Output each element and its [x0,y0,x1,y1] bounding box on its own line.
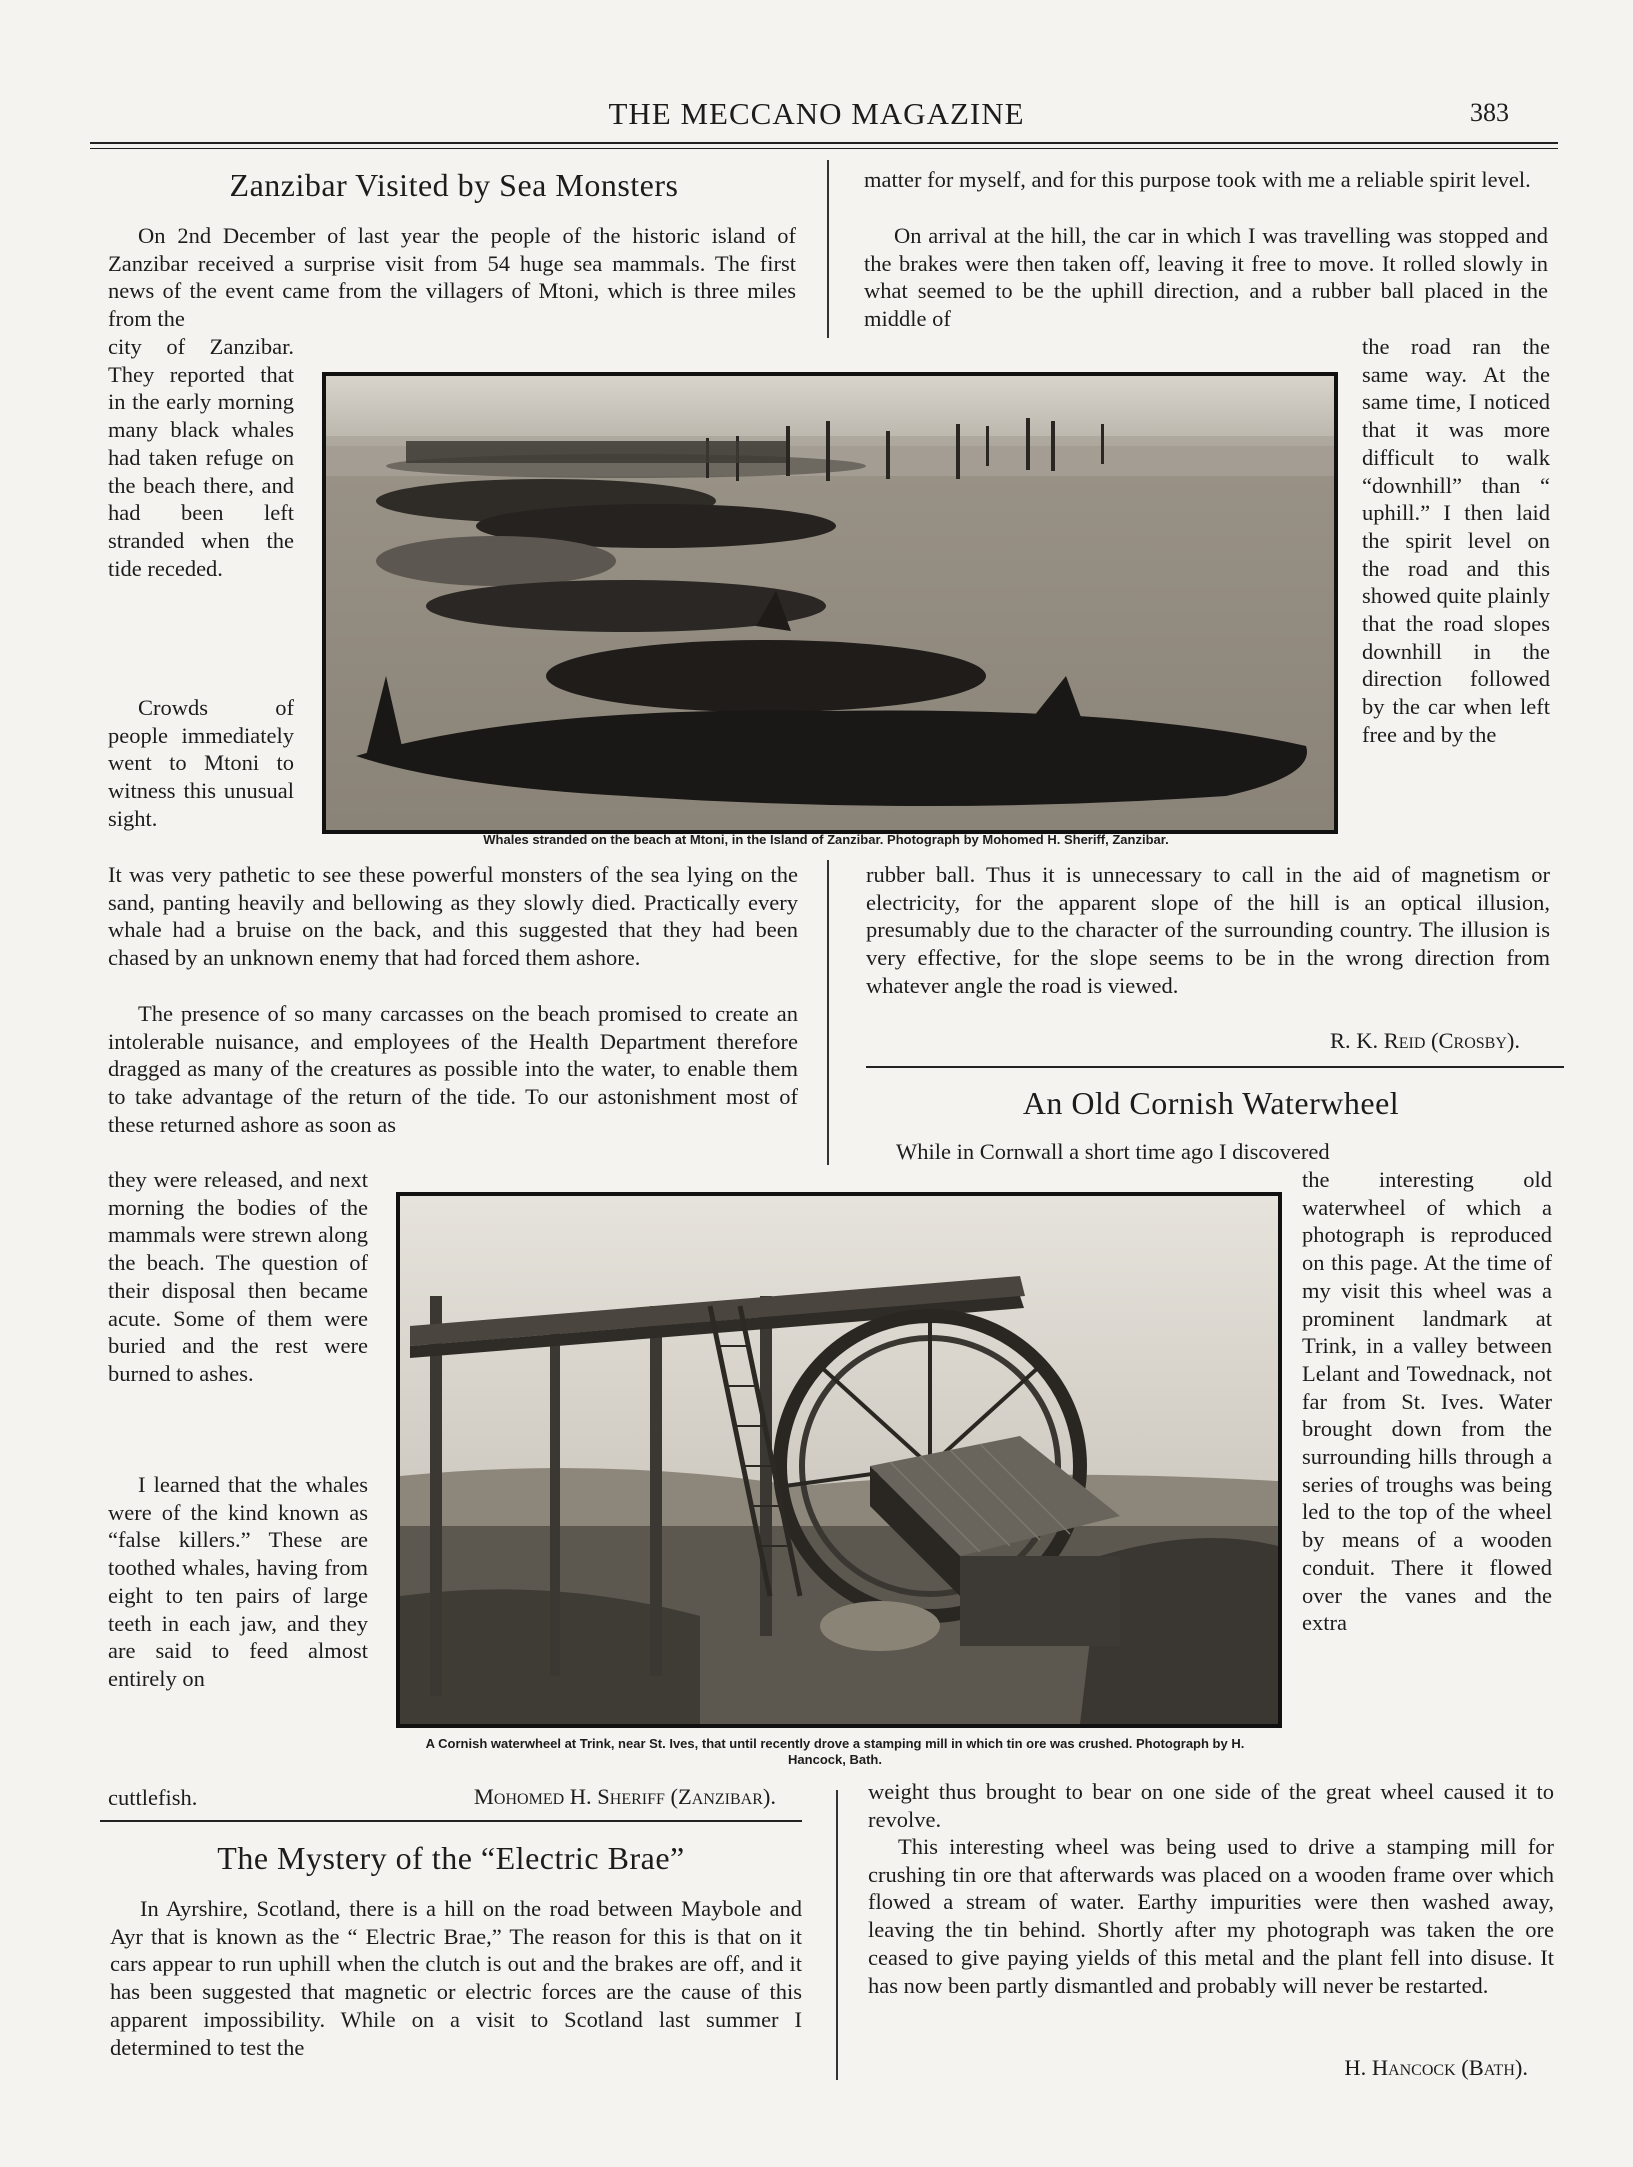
cornish-paragraph-1-top: While in Cornwall a short time ago I discovered [896,1139,1330,1164]
whale-photo-caption: Whales stranded on the beach at Mtoni, in the Island of Zanzibar. Photograph by Mohomed H. Sheriff, Zanzibar. [483,832,1169,847]
brae-paragraph-1-continued: matter for myself, and for this purpose took with me a reliable spirit level. [864,167,1531,192]
cornish-title: An Old Cornish Waterwheel [1022,1085,1400,1121]
magazine-masthead: THE MECCANO MAGAZINE [608,96,1025,131]
cornish-paragraph-1-rest: weight thus brought to bear on one side of the great wheel caused it to revolve. [868,1779,1554,1832]
column-rule-middle [827,860,829,1165]
brae-paragraph-2: On arrival at the hill, the car in which I was travelling was stopped and the brakes were then taken off, leaving it free to move. It rolled slowly in what seemed to be the uphill direction, and a rubber ball placed in the middle of [864,223,1548,332]
zanzibar-paragraph-4-last: cuttlefish. [108,1785,198,1810]
zanzibar-title: Zanzibar Visited by Sea Monsters [229,167,679,203]
header-rule-thin [90,148,1558,149]
zanzibar-paragraph-2-side: Crowds of people immediately went to Mtoni to witness this unusual sight. [108,695,294,831]
cornish-paragraph-2: This interesting wheel was being used to drive a stamping mill for crushing tin ore that afterwards was placed on a wooden frame over which flowed a stream of water. Earthy impurities were then washed away, leaving the tin behind. Shortly after my photograph was taken the ore ceased to give paying yields of this metal and the plant fell into disuse. It has now been partly dismantled and probably will never be restarted. [868,1834,1554,1998]
brae-rule [100,1820,802,1822]
brae-paragraph-1: In Ayrshire, Scotland, there is a hill on the road between Maybole and Ayr that is known as the “ Electric Brae,” The reason for this is that on it cars appear to run uphill when the clutch is out and the brakes are off, and it has been suggested that magnetic or electric forces are the cause of this apparent impossibility. While on a visit to Scotland last summer I determined to test the [110,1896,802,2060]
header-rule [90,142,1558,144]
column-rule-bottom [836,1790,838,2080]
zanzibar-paragraph-4-side: I learned that the whales were of the kind known as “false killers.” These are toothed whales, having from eight to ten pairs of large teeth in each jaw, and they are said to feed almost entirely on [108,1472,368,1691]
waterwheel-photo-caption: A Cornish waterwheel at Trink, near St. Ives, that until recently drove a stamping mill in which tin ore was crushed. Photograph by H. Hancock, Bath. [425,1736,1245,1767]
cornish-rule [866,1066,1564,1068]
cornish-paragraph-1-side: the interesting old waterwheel of which a photograph is reproduced on this page. At the time of my visit this wheel was a prominent landmark at Trink, in a valley between Lelant and Towednack, not far from St. Ives. Water brought down from the surrounding hills through a series of troughs was being led to the top of the wheel by means of a wooden conduit. There it flowed over the vanes and the extra [1302,1167,1552,1636]
page-number: 383 [1470,98,1509,127]
brae-title: The Mystery of the “Electric Brae” [217,1840,685,1876]
waterwheel-photo [396,1192,1282,1728]
whale-photo [322,372,1338,834]
zanzibar-paragraph-3-side: they were released, and next morning the bodies of the mammals were strewn along the beach. The question of their disposal then became acute. Some of them were buried and the rest were burned to ashes. [108,1167,368,1386]
brae-paragraph-2-rest: rubber ball. Thus it is unnecessary to call in the aid of magnetism or electricity, for the apparent slope of the hill is an optical illusion, presumably due to the character of the surrounding country. The illusion is very effective, for the slope seems to be in the wrong direction from whatever angle the road is viewed. [866,862,1550,998]
cornish-signature: H. Hancock (Bath). [1344,2055,1528,2080]
zanzibar-signature: Mohomed H. Sheriff (Zanzibar). [473,1784,776,1809]
brae-paragraph-2-side: the road ran the same way. At the same time, I noticed that it was more difficult to walk “downhill” than “ uphill.” I then laid the spirit level on the road and this showed quite plainly that the road slopes downhill in the direction followed by the car when left free and by the [1362,334,1550,747]
zanzibar-paragraph-1-side: city of Zanzibar. They reported that in the early morning many black whales had taken refuge on the beach there, and had been left stranded when the tide receded. [108,334,294,581]
brae-signature: R. K. Reid (Crosby). [1329,1028,1520,1053]
zanzibar-paragraph-3: The presence of so many carcasses on the beach promised to create an intolerable nuisance, and employees of the Health Department therefore dragged as many of the creatures as possible into the water, to enable them to take advantage of the return of the tide. To our astonishment most of these returned ashore as soon as [108,1001,798,1137]
column-rule-top [827,160,829,338]
zanzibar-paragraph-1-top: On 2nd December of last year the people of the historic island of Zanzibar received a surprise visit from 54 huge sea mammals. The first news of the event came from the villagers of Mtoni, which is three miles from the [108,223,796,332]
zanzibar-paragraph-2-rest: It was very pathetic to see these powerful monsters of the sea lying on the sand, panting heavily and bellowing as they slowly died. Practically every whale had a bruise on the back, and this suggested that they had been chased by an unknown enemy that had forced them ashore. [108,862,798,971]
